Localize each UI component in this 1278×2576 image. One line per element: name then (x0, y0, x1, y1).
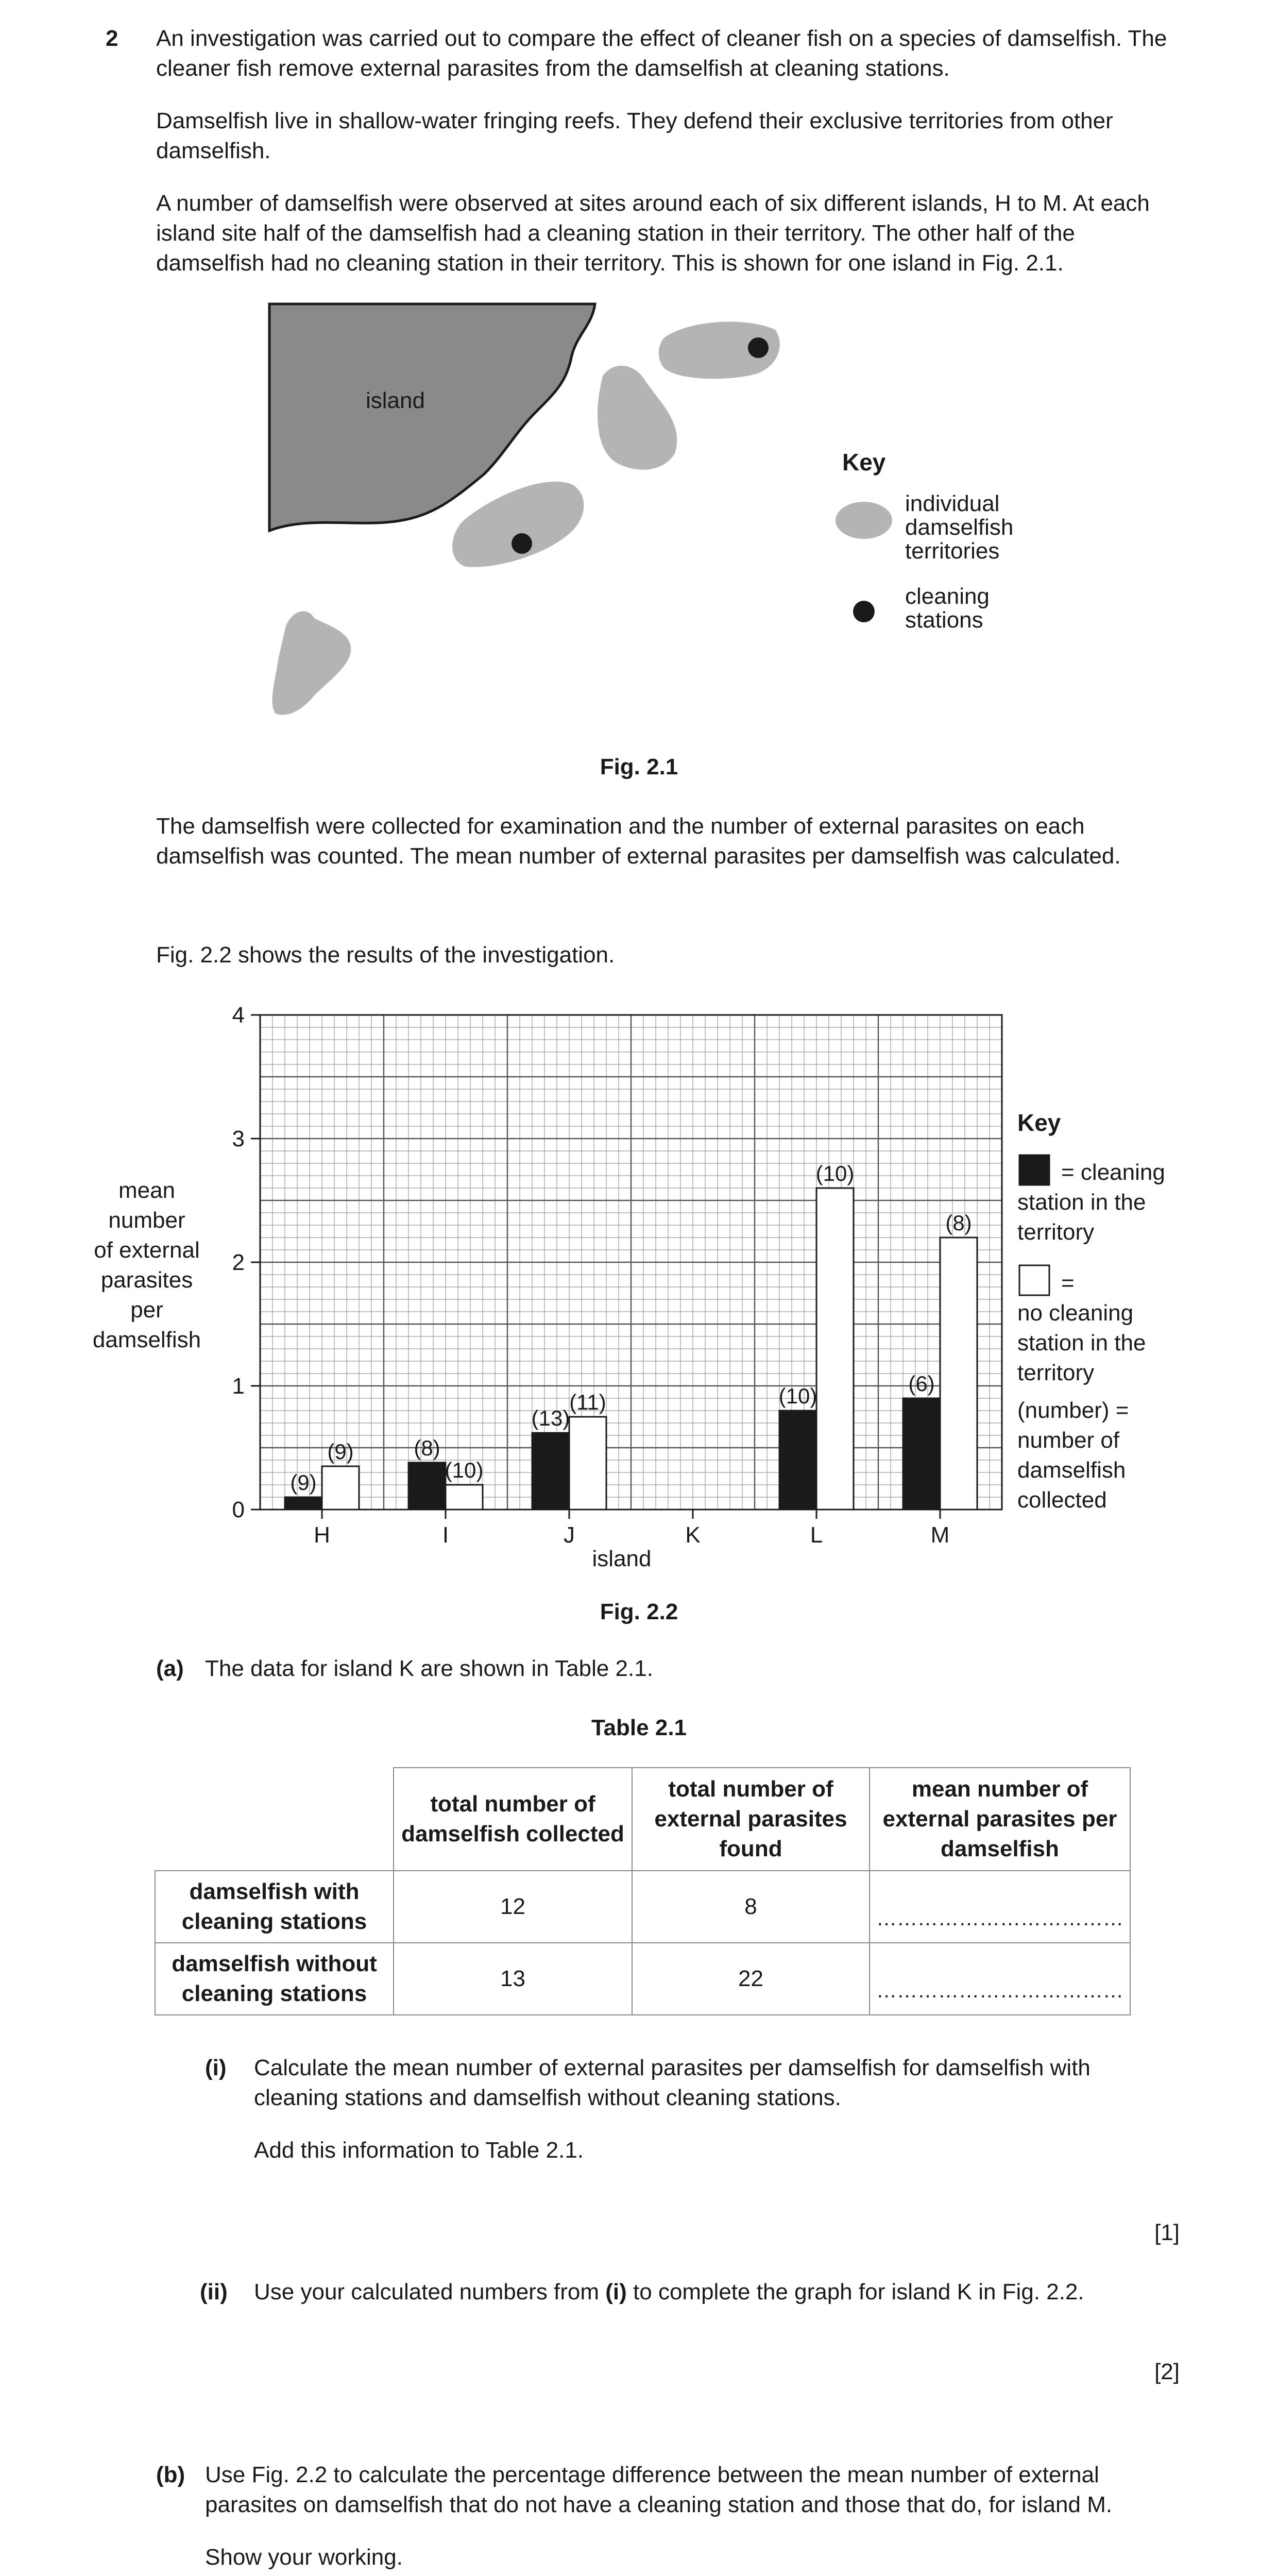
legend-open-text: station in the (1017, 1330, 1146, 1355)
legend-number-text: number of (1017, 1428, 1120, 1453)
count-label: (10) (778, 1384, 817, 1408)
fig-2-1-diagram (0, 289, 1278, 752)
header-total-parasites: total number of external parasites found (632, 1768, 870, 1871)
bar-I-cleaning (408, 1463, 446, 1510)
part-b-text: Use Fig. 2.2 to calculate the percentage difference between the mean number of external parasites on damselfish that do not have a cleaning station and those that do, for island M. (205, 2462, 1113, 2518)
bar-M-no-cleaning (940, 1238, 977, 1510)
table-row (155, 1871, 1130, 1943)
count-label: (9) (290, 1470, 317, 1495)
cleaning-station-dot (748, 337, 769, 358)
fig-2-2-caption: Fig. 2.2 (600, 1599, 678, 1624)
part-a-ii-label: (ii) (200, 2279, 228, 2304)
legend-filled-text: = cleaning (1061, 1160, 1165, 1185)
part-a-label: (a) (156, 1656, 184, 1681)
count-label: (8) (414, 1435, 440, 1460)
x-tick-label: J (564, 1522, 575, 1548)
y-axis-label-line: damselfish (92, 1327, 201, 1352)
y-axis-label-line: per (130, 1297, 163, 1323)
question-number: 2 (106, 26, 118, 51)
intro-paragraph-3: A number of damselfish were observed at sites around each of six different islands, H to M. At each island site half of the damselfish had a cleaning station in their territory. The other half of the damselfish had no cleaning station in their territory. This is shown for one island in Fig. 2.1. (156, 191, 1150, 276)
header-total-collected: total number of damselfish collected (394, 1768, 632, 1871)
x-tick-label: L (810, 1522, 823, 1548)
legend-open-text: no cleaning (1017, 1300, 1134, 1326)
y-tick-label: 1 (232, 1374, 245, 1399)
bar-J-cleaning (532, 1433, 569, 1510)
bar-L-no-cleaning (816, 1188, 854, 1510)
fig-2-1-caption: Fig. 2.1 (600, 754, 678, 779)
cell-with-collected: 12 (394, 1871, 632, 1943)
key-station-dot (853, 601, 875, 622)
bar-H-cleaning (285, 1497, 322, 1510)
row-label-without-stations: damselfish without cleaning stations (155, 1943, 394, 2015)
count-label: (13) (531, 1406, 570, 1431)
fig-2-2-intro: Fig. 2.2 shows the results of the investigation. (156, 942, 615, 968)
territory-shape (272, 611, 351, 715)
table-row (155, 1943, 1130, 2015)
fig-2-2-chart (0, 994, 1278, 1587)
bar-I-no-cleaning (446, 1485, 483, 1510)
answer-cell-with-mean[interactable]: ……………………………… (870, 1871, 1130, 1943)
chart-y-tick-labels (232, 1003, 245, 1522)
part-a-i-label: (i) (205, 2055, 227, 2080)
table-corner-cell (155, 1768, 394, 1871)
part-b-label: (b) (156, 2462, 185, 2487)
cell-without-parasites: 22 (632, 1943, 870, 2015)
part-a-text: The data for island K are shown in Table 2.1. (205, 1656, 653, 1681)
cell-with-parasites: 8 (632, 1871, 870, 1943)
row-label-with-stations: damselfish with cleaning stations (155, 1871, 394, 1943)
key-territory-line-1: individual (905, 491, 1000, 516)
count-label: (9) (327, 1439, 354, 1464)
territory-shape (452, 482, 584, 567)
key-station-line-1: cleaning (905, 584, 990, 609)
answer-cell-without-mean[interactable]: ……………………………… (870, 1943, 1130, 2015)
key-territory-line-3: territories (905, 538, 1000, 564)
y-axis-label-line: number (108, 1208, 185, 1233)
count-label: (10) (445, 1458, 484, 1482)
y-axis-label-line: parasites (100, 1267, 193, 1293)
legend-swatch-open (1019, 1265, 1049, 1295)
bar-M-cleaning (903, 1398, 940, 1510)
intro-paragraph-2: Damselfish live in shallow-water fringing reefs. They defend their exclusive territories from other damselfish. (156, 108, 1113, 164)
x-tick-label: I (442, 1522, 449, 1548)
header-mean-parasites: mean number of external parasites per damselfish (870, 1768, 1130, 1871)
y-tick-label: 4 (232, 1003, 245, 1028)
part-a-ii-marks: [2] (1154, 2359, 1180, 2384)
legend-number-text: (number) = (1017, 1398, 1129, 1423)
chart-y-axis-label (93, 1178, 201, 1352)
legend-open-text: territory (1017, 1360, 1095, 1385)
part-a-i-text: Calculate the mean number of external parasites per damselfish for damselfish with cleaning stations and damselfish without cleaning stations. (254, 2055, 1090, 2111)
chart-x-axis-label: island (592, 1546, 652, 1571)
part-a-i-text-2: Add this information to Table 2.1. (254, 2138, 584, 2163)
legend-number-text: collected (1017, 1487, 1107, 1513)
part-a-i-marks: [1] (1154, 2220, 1180, 2245)
legend-number-text: damselfish (1017, 1458, 1126, 1483)
count-label: (10) (815, 1161, 855, 1185)
part-b-text-2: Show your working. (205, 2545, 403, 2570)
y-tick-label: 2 (232, 1250, 245, 1275)
bar-L-cleaning (779, 1411, 816, 1510)
y-tick-label: 3 (232, 1126, 245, 1151)
territory-shape (598, 366, 677, 470)
legend-filled-text: territory (1017, 1219, 1095, 1245)
chart-x-tick-labels (314, 1522, 949, 1548)
island-label: island (366, 388, 425, 413)
fig21-key-title: Key (842, 449, 886, 476)
count-label: (11) (569, 1390, 606, 1414)
x-tick-label: K (685, 1522, 701, 1548)
legend-title: Key (1017, 1109, 1061, 1136)
chart-legend (1017, 1109, 1165, 1513)
key-territory-swatch (836, 502, 892, 539)
y-axis-label-line: mean (118, 1178, 176, 1203)
table-2-1 (155, 1767, 1131, 2015)
cleaning-station-dot (512, 533, 532, 554)
chart-axes (251, 1015, 1002, 1519)
part-a-ii-text: Use your calculated numbers from (i) to complete the graph for island K in Fig. 2.2. (254, 2279, 1084, 2304)
table-2-1-title: Table 2.1 (591, 1715, 687, 1740)
legend-filled-text: station in the (1017, 1190, 1146, 1215)
legend-open-text: = (1061, 1270, 1075, 1296)
y-axis-label-line: of external (94, 1238, 200, 1263)
collection-paragraph: The damselfish were collected for examination and the number of external parasites on each damselfish was counted. The mean number of external parasites per damselfish was calculated. (156, 814, 1121, 869)
bar-J-no-cleaning (569, 1417, 606, 1510)
y-tick-label: 0 (232, 1497, 245, 1522)
x-tick-label: H (314, 1522, 330, 1548)
bar-H-no-cleaning (322, 1466, 359, 1510)
count-label: (6) (908, 1371, 935, 1396)
key-territory-line-2: damselfish (905, 515, 1014, 540)
count-label: (8) (945, 1211, 972, 1235)
key-station-line-2: stations (905, 607, 983, 633)
intro-paragraph-1: An investigation was carried out to compare the effect of cleaner fish on a species of damselfish. The cleaner fish remove external parasites from the damselfish at cleaning stations. (156, 26, 1167, 81)
cell-without-collected: 13 (394, 1943, 632, 2015)
legend-swatch-filled (1019, 1155, 1049, 1185)
x-tick-label: M (930, 1522, 950, 1548)
